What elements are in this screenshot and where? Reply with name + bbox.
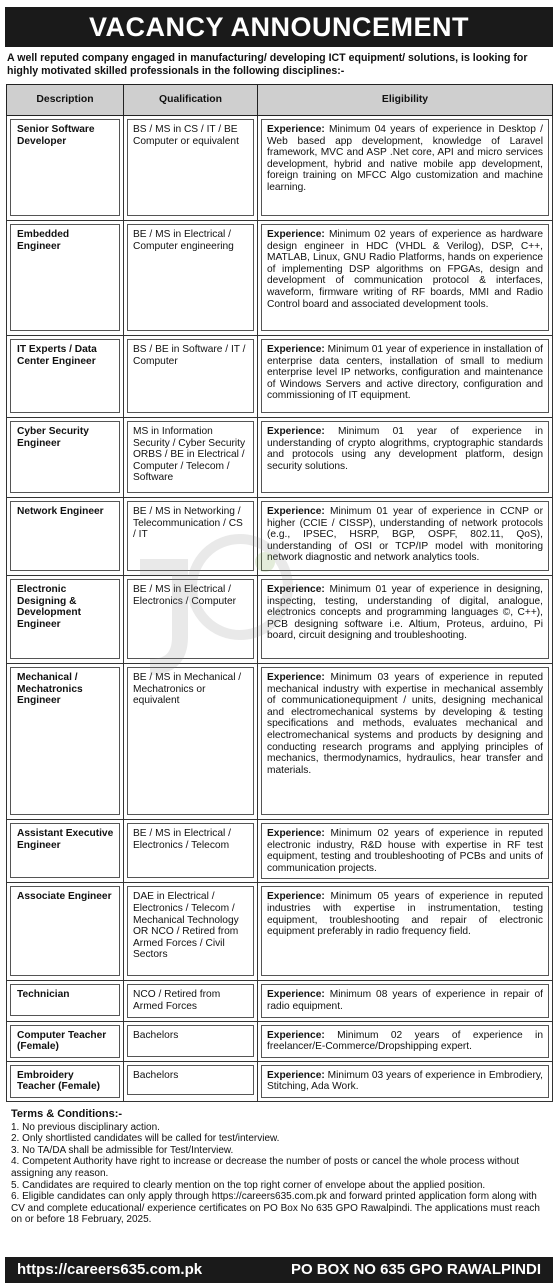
position-title: Mechanical / Mechatronics Engineer	[10, 667, 120, 815]
description-cell	[7, 221, 124, 336]
terms-list	[11, 1122, 549, 1226]
experience-text: Minimum 02 years of experience in reputed electronic industry, R&D house with expertise in RF test equipment, testing and troubleshooting of PCBs and units of communication projects.	[267, 828, 543, 874]
position-title: Associate Engineer	[10, 886, 120, 976]
experience-text: Minimum 01 year of experience in designing, inspecting, testing, understanding of digital, analogue, electronics concepts and programming languages ©, C++), PCB designing software i.e. Altium, Proteus, arduino, Pi board, circuit designing and troubleshooting.	[267, 584, 543, 642]
qualification-text: BE / MS in Networking / Telecommunication / CS / IT	[127, 501, 254, 571]
eligibility-text	[261, 119, 549, 216]
position-title: Electronic Designing & Development Engineer	[10, 579, 120, 659]
qualification-text: Bachelors	[127, 1065, 254, 1095]
qualification-text: BE / MS in Mechanical / Mechatronics or equivalent	[127, 667, 254, 815]
qualification-text: BS / MS in CS / IT / BE Computer or equivalent	[127, 119, 254, 216]
eligibility-text	[261, 579, 549, 659]
experience-label: Experience:	[267, 124, 325, 135]
eligibility-text	[261, 1025, 549, 1058]
terms-item: 4. Competent Authority have right to increase or decrease the number of posts or cancel the whole process without assigning any reason.	[11, 1156, 520, 1179]
table-row	[7, 576, 553, 664]
experience-text: Minimum 01 year of experience in understanding of crypto alogrithms, cryptographic standards and protocols using any development platform, design security solutions.	[267, 426, 543, 472]
position-title: Embedded Engineer	[10, 224, 120, 331]
description-cell	[7, 498, 124, 576]
position-title: Technician	[10, 984, 120, 1016]
qualification-cell	[124, 418, 258, 498]
eligibility-cell	[258, 336, 553, 418]
position-title: IT Experts / Data Center Engineer	[10, 339, 120, 413]
position-title: Computer Teacher (Female)	[10, 1025, 120, 1058]
experience-text: Minimum 03 years of experience in reputed mechanical industry with expertise in mechanical assembly of communicationequipment / units, designing mechanical and electromechanical systems by developing & testing specifications and methods, evaluates mechanical and electromechanical systems and products by designing and conducting research programs and applying principles of mechanics, thermodynamics, hydraulics, hear transfer and materials.	[267, 672, 543, 776]
experience-label: Experience:	[267, 672, 325, 683]
description-cell	[7, 576, 124, 664]
eligibility-text	[261, 984, 549, 1017]
experience-text: Minimum 02 years of experience in freelancer/E-Commerce/Dropshipping expert.	[267, 1029, 543, 1053]
experience-text: Minimum 02 years of experience as hardware design engineer in HDC (VHDL & Verilog), DSP, C++, MATLAB, Linux, GNU Radio Platforms, hands on experience of implementing DSP algorithms on FPGAs, design and development of communication protocol & interfaces, waveform, firmware writing of RF boards, MMI and Radio Control board and associated development tools.	[267, 229, 544, 310]
eligibility-cell	[258, 576, 553, 664]
terms-item: 3. No TA/DA shall be admissible for Test/Interview.	[11, 1144, 234, 1156]
footer-website-link[interactable]: https://careers635.com.pk	[17, 1261, 203, 1278]
qualification-cell	[124, 116, 258, 221]
experience-label: Experience:	[267, 584, 325, 595]
description-cell	[7, 981, 124, 1021]
description-cell	[7, 418, 124, 498]
table-row	[7, 883, 553, 981]
qualification-cell	[124, 221, 258, 336]
header-description: Description	[7, 85, 124, 116]
qualification-cell	[124, 883, 258, 981]
table-row	[7, 221, 553, 336]
description-cell	[7, 664, 124, 820]
footer-bar	[5, 1257, 553, 1283]
header-eligibility: Eligibility	[258, 85, 553, 116]
qualification-text: BS / BE in Software / IT / Computer	[127, 339, 254, 413]
experience-text: Minimum 04 years of experience in Desktop / Web based app development, knowledge of Laravel framework, MVC and ASP .Net core, API and micro services development, hybrid and native mobile app development, foreign training on MFCC Algo customization and machine learning.	[267, 124, 543, 193]
qualification-text: DAE in Electrical / Electronics / Telecom / Mechanical Technology OR NCO / Retired from Armed Forces / Civil Sectors	[127, 886, 254, 976]
qualification-cell	[124, 664, 258, 820]
vacancy-table-body	[7, 116, 553, 1102]
experience-label: Experience:	[267, 828, 325, 839]
experience-text: Minimum 03 years of experience in Embrodiery, Stitching, Ada Work.	[267, 1069, 543, 1093]
qualification-text: BE / MS in Electrical / Electronics / Computer	[127, 579, 254, 659]
qualification-cell	[124, 498, 258, 576]
table-row	[7, 418, 553, 498]
eligibility-text	[261, 886, 549, 976]
eligibility-text	[261, 667, 549, 815]
description-cell	[7, 883, 124, 981]
qualification-cell	[124, 336, 258, 418]
description-cell	[7, 336, 124, 418]
vacancy-announcement-page	[0, 7, 558, 1287]
eligibility-cell	[258, 820, 553, 883]
eligibility-text	[261, 1065, 549, 1098]
experience-label: Experience:	[267, 1029, 325, 1041]
qualification-cell	[124, 576, 258, 664]
eligibility-text	[261, 421, 549, 493]
eligibility-cell	[258, 664, 553, 820]
terms-item: 5. Candidates are required to clearly mention on the top right corner of envelope about the applied position.	[11, 1179, 486, 1191]
experience-label: Experience:	[267, 426, 325, 437]
description-cell	[7, 1021, 124, 1061]
position-title: Assistant Executive Engineer	[10, 823, 120, 878]
qualification-text: NCO / Retired from Armed Forces	[127, 984, 254, 1017]
experience-label: Experience:	[267, 344, 325, 355]
table-row	[7, 498, 553, 576]
description-cell	[7, 116, 124, 221]
table-row	[7, 1021, 553, 1061]
eligibility-cell	[258, 1061, 553, 1101]
eligibility-text	[261, 339, 549, 413]
qualification-text: MS in Information Security / Cyber Security ORBS / BE in Electrical / Computer / Telecom / Software	[127, 421, 254, 493]
eligibility-text	[261, 823, 549, 879]
experience-label: Experience:	[267, 229, 325, 240]
table-row	[7, 664, 553, 820]
table-row	[7, 981, 553, 1021]
qualification-text: BE / MS in Electrical / Electronics / Telecom	[127, 823, 254, 878]
announcement-title: VACANCY ANNOUNCEMENT	[5, 7, 553, 47]
experience-label: Experience:	[267, 989, 325, 1001]
table-row	[7, 336, 553, 418]
table-row	[7, 116, 553, 221]
qualification-cell	[124, 1021, 258, 1061]
position-title: Senior Software Developer	[10, 119, 120, 216]
description-cell	[7, 820, 124, 883]
description-cell	[7, 1061, 124, 1101]
qualification-cell	[124, 1061, 258, 1101]
experience-label: Experience:	[267, 891, 325, 903]
experience-label: Experience:	[267, 1069, 325, 1081]
vacancy-table	[6, 84, 553, 1102]
intro-paragraph: A well reputed company engaged in manufacturing/ developing ICT equipment/ solutions, is looking for highly motivated skilled professionals in the following disciplines:-	[7, 52, 528, 77]
eligibility-cell	[258, 418, 553, 498]
table-row	[7, 1061, 553, 1101]
qualification-cell	[124, 820, 258, 883]
eligibility-text	[261, 501, 549, 571]
table-header-row	[7, 85, 553, 116]
position-title: Network Engineer	[10, 501, 120, 571]
qualification-text: BE / MS in Electrical / Computer engineering	[127, 224, 254, 331]
experience-text: Minimum 01 year of experience in CCNP or higher (CCIE / CISSP), understanding of network protocols (e.g., IPSEC, HSRP, BGP, OSPF, 802.11, QoS), understanding of OSI or TCP/IP model with monitoring network diagnostic and network analytics tools.	[267, 506, 543, 564]
eligibility-cell	[258, 221, 553, 336]
eligibility-cell	[258, 116, 553, 221]
qualification-text: Bachelors	[127, 1025, 254, 1057]
experience-label: Experience:	[267, 506, 325, 517]
position-title: Embroidery Teacher (Female)	[10, 1065, 120, 1098]
qualification-cell	[124, 981, 258, 1021]
terms-title: Terms & Conditions:-	[11, 1107, 123, 1120]
terms-and-conditions	[11, 1109, 549, 1226]
terms-item: 2. Only shortlisted candidates will be called for test/interview.	[11, 1133, 280, 1145]
experience-text: Minimum 08 years of experience in repair of radio equipment.	[267, 989, 543, 1012]
eligibility-cell	[258, 883, 553, 981]
terms-item: 6. Eligible candidates can only apply through https://careers635.com.pk and forward printed application form along with CV and complete educational/ experience certificates on PO Box No 635 GPO Rawalpindi. The applications must reach on or before 18 February, 2025.	[11, 1191, 540, 1226]
position-title: Cyber Security Engineer	[10, 421, 120, 493]
header-qualification: Qualification	[124, 85, 258, 116]
eligibility-cell	[258, 498, 553, 576]
eligibility-cell	[258, 1021, 553, 1061]
eligibility-cell	[258, 981, 553, 1021]
footer-address: PO BOX NO 635 GPO RAWALPINDI	[290, 1261, 541, 1278]
eligibility-text	[261, 224, 549, 331]
table-row	[7, 820, 553, 883]
experience-text: Minimum 05 years of experience in reputed industries with expertise in instrumentation, testing equipment, troubleshooting and repair of electronic equipment preferably in radio frequency field.	[267, 891, 543, 938]
terms-item: 1. No previous disciplinary action.	[11, 1121, 160, 1133]
experience-text: Minimum 01 year of experience in installation of enterprise data centers, installation of small to medium enterprise level IP networks, configuration and maintenance of Windows Servers and active directory, configuration and commissioning of IT equipment.	[267, 344, 543, 402]
